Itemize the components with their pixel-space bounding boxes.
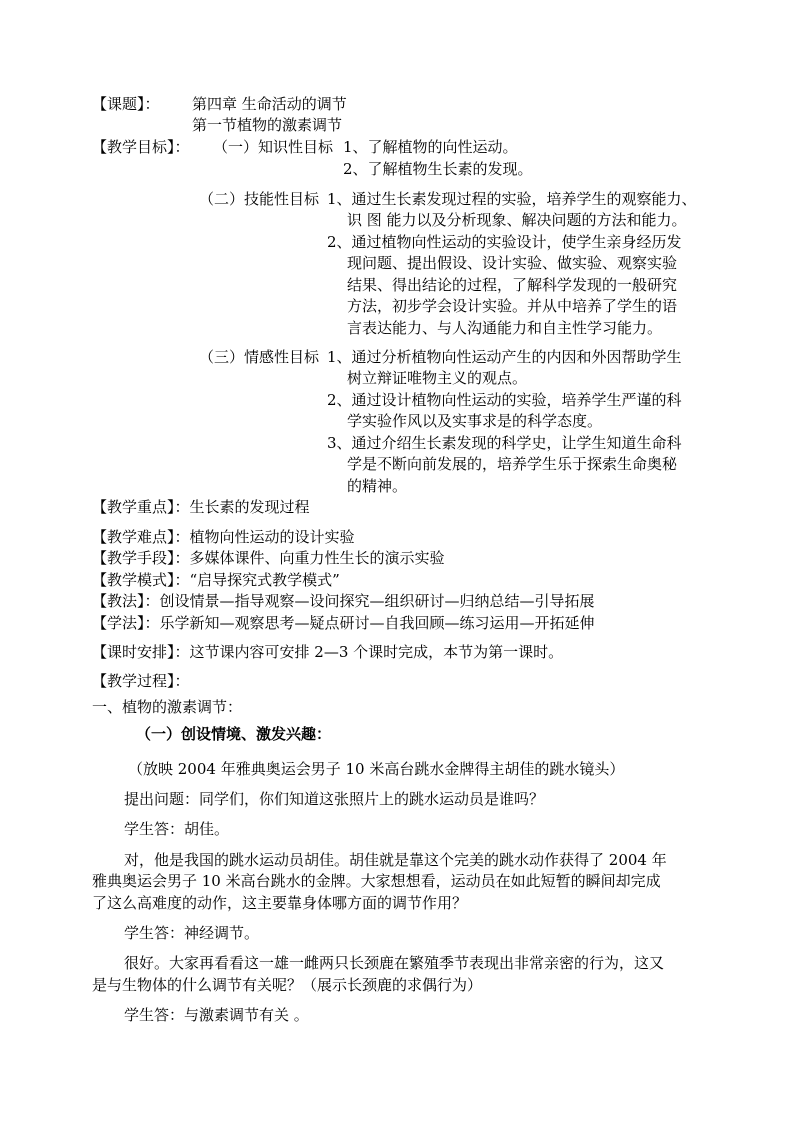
skill-objective-line: 识 图 能力以及分析现象、解决问题的方法和能力。: [347, 211, 687, 229]
skill-objective-line: 2、通过植物向性运动的实验设计，使学生亲身经历发: [327, 233, 682, 251]
skill-objective-line: 结果、得出结论的过程，了解科学发现的一般研究: [347, 276, 678, 294]
skill-objective-line: 现问题、提出假设、设计实验、做实验、观察实验: [347, 254, 678, 272]
skill-objective-line: 1、通过生长素发现过程的实验，培养学生的观察能力、: [327, 190, 697, 208]
emotion-objective-line: 学实验作风以及实事求是的科学态度。: [347, 412, 603, 430]
paragraph: 雅典奥运会男子 10 米高台跳水的金牌。大家想想看，运动员在如此短暂的瞬间却完成: [92, 872, 661, 890]
emotion-objective-line: 树立辩证唯物主义的观点。: [347, 369, 528, 387]
emotion-objective-heading: （三）情感性目标: [199, 348, 320, 366]
process-label: 【教学过程】: [92, 672, 175, 690]
difficulty-row: [92, 526, 355, 548]
schedule-text: ：这节课内容可安排 2—3 个课时完成，本节为第一课时。: [174, 643, 564, 661]
emotion-objective-line: 的精神。: [347, 477, 408, 495]
paragraph: 提出问题：同学们，你们知道这张照片上的跳水运动员是谁吗？: [124, 790, 545, 808]
schedule-row: [92, 641, 563, 663]
paragraph: 是与生物体的什么调节有关呢？（展示长颈鹿的求偶行为）: [92, 976, 483, 994]
knowledge-objective-item: 1、了解植物的向性运动。: [343, 138, 518, 156]
teaching-method-row: [92, 590, 595, 612]
key-point-label: 【教学重点】: [92, 498, 175, 516]
key-point-text: ：生长素的发现过程: [174, 498, 310, 516]
paragraph: 学生答：神经调节。: [124, 924, 260, 942]
paragraph: 学生答：与激素调节有关 。: [124, 1006, 309, 1024]
schedule-label: 【课时安排】: [92, 643, 175, 661]
knowledge-objective-item: 2、了解植物生长素的发现。: [343, 160, 533, 178]
skill-objective-line: 言表达能力、与人沟通能力和自主性学习能力。: [347, 319, 663, 337]
skill-objective-line: 方法，初步学会设计实验。并从中培养了学生的语: [347, 297, 678, 315]
learning-method-label: 【学法】: [92, 614, 145, 632]
learning-method-text: ：乐学新知—观察思考—疑点研讨—自我回顾—练习运用—开拓延伸: [144, 614, 595, 632]
emotion-objective-line: 1、通过分析植物向性运动产生的内因和外因帮助学生: [327, 348, 682, 366]
process-colon: ：: [174, 672, 190, 690]
paragraph: 很好。大家再看看这一雄一雌两只长颈鹿在繁殖季节表现出非常亲密的行为，这又: [124, 954, 665, 972]
paragraph: 学生答：胡佳。: [124, 820, 230, 838]
section-title: 第一节植物的激素调节: [192, 116, 343, 134]
difficulty-label: 【教学难点】: [92, 528, 175, 546]
subsection-heading: （一）创设情境、激发兴趣：: [136, 725, 332, 743]
emotion-objective-line: 学是不断向前发展的，培养学生乐于探索生命奥秘: [347, 455, 678, 473]
means-row: [92, 547, 445, 569]
learning-method-row: [92, 612, 595, 634]
teaching-method-label: 【教法】: [92, 592, 145, 610]
means-text: ：多媒体课件、向重力性生长的演示实验: [174, 549, 445, 567]
paragraph: 对，他是我国的跳水运动员胡佳。胡佳就是靠这个完美的跳水动作获得了 2004 年: [124, 851, 667, 869]
objectives-label: 【教学目标】：: [92, 138, 190, 156]
mode-text: ：“启导探究式教学模式”: [174, 571, 340, 589]
paragraph: 了这么高难度的动作，这主要靠身体哪方面的调节作用？: [92, 894, 468, 912]
process-row: [92, 670, 190, 692]
means-label: 【教学手段】: [92, 549, 175, 567]
topic-label: 【课题】：: [92, 95, 160, 113]
chapter-title: 第四章 生命活动的调节: [192, 95, 347, 113]
emotion-objective-line: 3、通过介绍生长素发现的科学史，让学生知道生命科: [327, 434, 682, 452]
skill-objective-heading: （二）技能性目标: [199, 190, 320, 208]
mode-label: 【教学模式】: [92, 571, 175, 589]
teaching-method-text: ：创设情景—指导观察—设问探究—组织研讨—归纳总结—引导拓展: [144, 592, 595, 610]
knowledge-objective-heading: （一）知识性目标: [213, 138, 334, 156]
difficulty-text: ：植物向性运动的设计实验: [174, 528, 355, 546]
mode-row: [92, 569, 340, 591]
emotion-objective-line: 2、通过设计植物向性运动的实验，培养学生严谨的科: [327, 391, 682, 409]
paragraph: （放映 2004 年雅典奥运会男子 10 米高台跳水金牌得主胡佳的跳水镜头）: [128, 760, 625, 778]
section-heading: 一、植物的激素调节：: [92, 698, 243, 716]
key-point-row: [92, 496, 310, 518]
